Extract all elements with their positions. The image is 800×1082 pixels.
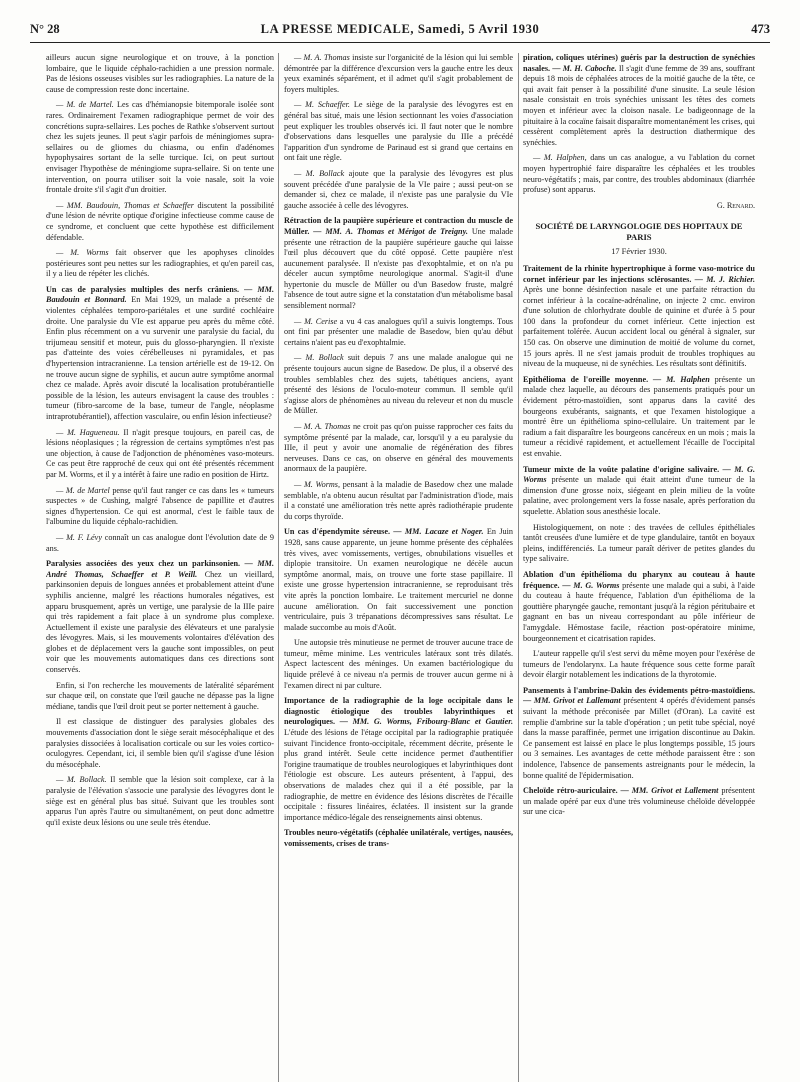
paragraph-text: a vu 4 cas analogues qu'il a suivis longtemps. Tous ont fini par présenter une maladie de Basedow, bien qu'au début certains n'aient pas eu d'exophtalmie. bbox=[284, 316, 513, 347]
speaker: — M. Bollack bbox=[294, 168, 345, 178]
paragraph bbox=[284, 353, 513, 417]
communication bbox=[284, 527, 513, 633]
communication bbox=[284, 828, 513, 849]
speaker: — M. Hagueneau. bbox=[56, 427, 120, 437]
communication bbox=[523, 570, 755, 644]
speaker: — M. F. Lévy bbox=[56, 532, 102, 542]
communication-authors: — MM. Lacaze et Noger. bbox=[390, 527, 484, 537]
society-heading: SOCIÉTÉ DE LARYNGOLOGIE DES HOPITAUX DE PARIS bbox=[535, 221, 743, 243]
communication-authors: — M. G. Worms bbox=[523, 464, 755, 485]
text-column-3 bbox=[523, 53, 755, 1081]
column-divider bbox=[278, 53, 279, 1082]
speaker: — M. Cerise bbox=[294, 316, 338, 326]
running-head bbox=[30, 22, 770, 40]
communication-title: Importance de la radiographie de la loge occipitale dans le diagnostic étiologique des troubles labyrinthiques et neurologiques. bbox=[284, 696, 513, 727]
communication-authors: — MM. G. Worms, Fribourg-Blanc et Gautier. bbox=[335, 717, 513, 727]
paragraph-text: discutent la possibilité d'une lésion de névrite optique d'origine infectieuse comme cause de ce syndrome, et concluent que cette hypothèse est difficilement défendable. bbox=[46, 200, 274, 242]
communication-authors: — MM. Baudouin et Bonnard. bbox=[46, 284, 274, 305]
journal-title: LA PRESSE MEDICALE, Samedi, 5 Avril 1930 bbox=[260, 22, 540, 36]
communication-authors: — MM. A. Thomas et Mérigot de Treigny. bbox=[309, 226, 468, 236]
paragraph-text: ajoute que la paralysie des lévogyres est plus souvent précédée d'une paralysie de la VIe paire ; aussi peut-on se demander si, chez ce malade, il n'existe pas une paralysie du VIe gauche associée à celle des lévogyres. bbox=[284, 168, 513, 210]
signature: G. Renard. bbox=[716, 200, 755, 210]
paragraph: Histologiquement, on note : des travées de cellules épithéliales tantôt creusées d'une lumière et de type glandulaire, tantôt en boyaux pleins, indifférenciés. La tumeur paraît dériver de petites glandes du type salivaire. bbox=[523, 522, 755, 564]
communication-title: Paralysies associées des yeux chez un parkinsonien. bbox=[46, 559, 241, 569]
paragraph bbox=[46, 533, 274, 554]
paragraph bbox=[46, 201, 274, 243]
communication-authors: — MM. Grivot et Lallemant bbox=[523, 696, 621, 706]
paragraph-text: fait observer que les apophyses clinoïdes postérieures sont peu nettes sur les radiographies, et qu'en pareil cas, il y a lieu de répéter les clichés. bbox=[46, 248, 274, 279]
paragraph bbox=[523, 153, 755, 195]
paragraph-text: Une malade présente une rétraction de la paupière supérieure gauche qui laisse l'œil plus découvert que du côté opposé. Cette paupière n'est aucunement paralysée. Il n'existe pas d'exophtalmie, et on n'a pu déceler aucun symptôme neurologique anormal. S'agit-il d'une hypertonie du muscle de Müller ou d'un Basedow fruste, malgré l'absence de tout autre signe et la constatation d'un métabolisme basal sensiblement normal? bbox=[284, 226, 513, 311]
paragraph bbox=[284, 100, 513, 164]
page-number: 473 bbox=[751, 22, 770, 36]
communication-title: Tumeur mixte de la voûte palatine d'origine salivaire. bbox=[523, 464, 720, 474]
speaker: — M. de Martel. bbox=[56, 100, 114, 110]
paragraph-text: Le siège de la paralysie des lévogyres est en général bas situé, mais une lésion sectionnant les voies d'association peut expliquer les troubles observés ici. Il faut noter que le nombre d'observations dans lesquelles une paralysie du IIIe a précédé l'apparition d'un syndrome de Parinaud est si grand que certains en ont fait une règle. bbox=[284, 100, 513, 163]
paragraph-text: Les cas d'hémianopsie bitemporale isolée sont rares. Ordinairement l'examen radiographique permet de voir des concrétions supra-sellaires. Les poches de Rathke s'observent surtout chez les sujets jeunes. Il peut s'agir parfois de méningiomes supra-sellaires ou de gliomes du chiasma, ou enfin d'adénomes hypophysaires sortant de la selle turcique. Ici, on peut surtout envisager l'hypothèse de méningiome supra-sellaire. Si on tente une intervention, on pourra utiliser soit la voie nasale, soit la voie frontale droite s'il s'agit d'un droitier. bbox=[46, 100, 274, 195]
paragraph-text: dans un cas analogue, a vu l'ablation du cornet moyen hypertrophié faire disparaître les céphalées et les troubles neuro-végétatifs ; mais, par contre, des troubles abdominaux (diarrhée profuse) sont apparus. bbox=[523, 153, 755, 195]
paragraph-text: présentent 4 opérés d'évidement pansés suivant la méthode préconisée par Millet (d'Oran). La cavité est remplie d'ambrine sur la table d'opération ; un petit tube spécial, noyé dans la masse paraffinée, permet une irrigation discontinue au Dakin. Ce pansement est laissé en place le plus longtemps possible, 15 jours ou 3 semaines. Les avantages de cette méthode paraissent être : son indolence, l'absence de pansements astreignants pour le médecin, la bonne qualité de l'épidermisation. bbox=[523, 696, 755, 780]
speaker: — M. Worms, bbox=[294, 479, 341, 489]
communication-title: Ablation d'un épithélioma du pharynx au couteau à haute fréquence. bbox=[523, 569, 755, 590]
paragraph bbox=[284, 169, 513, 211]
paragraph-text: insiste sur l'organicité de la lésion qui lui semble démontrée par la différence d'excursion vers la gauche entre les deux yeux examinés séparément, et il admet qu'il s'agit probablement de foyers multiples. bbox=[284, 53, 513, 94]
session-date: 17 Février 1930. bbox=[611, 247, 667, 257]
paragraph: Enfin, si l'on recherche les mouvements de latéralité séparément sur chaque œil, on constate que l'œil gauche ne dépasse pas la ligne médiane, tandis que l'œil droit peut se porter nettement à gauche. bbox=[46, 680, 274, 711]
paragraph-text: présente un malade qui était atteint d'une tumeur de la dimension d'une grosse noix, siégeant en plein milieu de la voûte palatine, avec prolongement vers la fosse nasale, après perforation du squelette. Ablation sous anesthésie locale. bbox=[523, 475, 755, 516]
paragraph bbox=[284, 317, 513, 349]
paragraph-text: suit depuis 7 ans une malade analogue qui ne présente toujours aucun signe de Basedow. De plus, il a observé des troubles semblables chez des sujets, tabétiques anciens, ayant présenté des lésions de l'oculo-moteur commun. Il semble qu'il s'agisse alors de phénomènes au niveau du releveur et non du muscle de Müller. bbox=[284, 353, 513, 416]
paragraph-text: présente une malade qui a subi, à l'aide du couteau à haute fréquence, l'ablation d'un épithélioma de la gouttière pharyngée gauche, remontant jusqu'à la région péritubaire et gagnant en bas un niveau correspondant au pôle inférieur de l'amygdale. Hémostase facile, réaction post-opératoire minime, bourgeonnement et cicatrisation rapides. bbox=[523, 580, 755, 643]
issue-number: N° 28 bbox=[30, 22, 60, 36]
communication-title: Traitement de la rhinite hypertrophique à forme vaso-motrice du cornet inférieur par les injections sclérosantes. bbox=[523, 263, 755, 284]
paragraph-text: connaît un cas analogue dont l'évolution date de 9 ans. bbox=[46, 532, 274, 553]
paragraph-text: Après une bonne désinfection nasale et une parfaite rétraction du cornet inférieur à la cocaïne-adrénaline, on injecte 2 cmc. environ d'une solution de chlorhydrate double de quinine et d'urée à 5 pour 100 dans la profondeur du cornet inférieur. Cette injection est parfaitement tolérée. Aucun accident local ou général à signaler, sur 150 cas. On observe une diminution de moitié de volume du cornet, 15 jours après. Il ne s'est jamais produit de troubles trophiques au niveau de la muqueuse, ni de synéchies. Les résultats sont définitifs. bbox=[523, 285, 755, 369]
speaker: — M. Bollack. bbox=[56, 775, 107, 785]
paragraph: L'auteur rappelle qu'il s'est servi du même moyen pour l'exérèse de tumeurs de l'endolarynx. La haute fréquence sous cette forme paraît devoir élargir notablement les indications de la thyrotomie. bbox=[523, 649, 755, 680]
paragraph-text: Chez un vieillard, parkinsonien depuis de longues années et probablement atteint d'une syphilis ancienne, malgré les réactions humorales négatives, est apparu brusquement, après un vertige, une paralysie de la IIIe paire qui très rapidement a fait place à un syndrome plus complexe. Actuellement il existe une paralysie des élévateurs et une paralysie des lévogyres. Mais, si les mouvements volontaires d'élévation des globes et de déplacement vers la gauche sont impossibles, on peut voir que les mouvements automatiques dans ces directions sont conservés. bbox=[46, 569, 274, 675]
speaker: — M. A. Thomas bbox=[294, 422, 351, 431]
speaker: — M. A. Thomas bbox=[294, 53, 350, 62]
paragraph: ailleurs aucun signe neurologique et on trouve, à la ponction lombaire, que le liquide céphalo-rachidien a une pression normale. Pas de lésions osseuses visibles sur les radiographies. La nature de la cause de compression reste donc incertaine. bbox=[46, 53, 274, 94]
communication bbox=[523, 686, 755, 781]
paragraph bbox=[284, 480, 513, 522]
paragraph bbox=[46, 775, 274, 828]
paragraph-text: présentent un malade opéré par eux d'une très volumineuse chéloïde développée sur une cica- bbox=[523, 786, 755, 817]
communication bbox=[46, 559, 274, 676]
speaker: — M. de Martel bbox=[56, 485, 110, 495]
speaker: — MM. Baudouin, Thomas et Schaeffer bbox=[56, 200, 194, 210]
communication-authors: — M. J. Richier. bbox=[691, 274, 755, 284]
communication-title: Un cas de paralysies multiples des nerfs crâniens. bbox=[46, 284, 240, 294]
communication-title: Epithélioma de l'oreille moyenne. bbox=[523, 374, 649, 384]
communication-authors: — MM. Grivot et Lallement bbox=[617, 786, 719, 796]
communication-title: Un cas d'épendymite séreuse. bbox=[284, 527, 391, 537]
column-divider bbox=[518, 53, 519, 1082]
communication-title: piration, coliques utérines) guéris par la destruction de synéchies nasales. bbox=[523, 53, 755, 73]
communication bbox=[284, 696, 513, 823]
paragraph bbox=[46, 486, 274, 528]
speaker: — M. Halphen, bbox=[533, 153, 587, 163]
communication bbox=[523, 375, 755, 460]
paragraph-text: pense qu'il faut ranger ce cas dans les « tumeurs suspectes » de Cushing, malgré l'absence de papillite et d'autres signes d'hypertension. Ce qui est anormal, c'est le faible taux de l'albumine du liquide céphalo-rachidien. bbox=[46, 485, 274, 527]
paragraph-text: Il n'agit presque toujours, en pareil cas, de lésions néoplasiques ; la régression de certains symptômes n'est pas une objection, à cause de l'adjonction de phénomènes vaso-moteurs. Ce cas peut être rapproché de ceux qui ont été présentés récemment par M. Worms, et il y a intérêt à faire une radio en position de Hirtz. bbox=[46, 427, 274, 479]
paragraph-text: L'étude des lésions de l'étage occipital par la radiographie pratiquée suivant l'incidence fronto-occipitale, récemment décrite, présente le plus grand intérêt. Seule cette incidence permet d'authentifier l'origine traumatique de troubles neurologiques et labyrinthiques dont l'étiologie est obscure. Les auteurs présentent, à l'appui, des observations de malades chez qui il a été possible, par la radiographie, de mettre en évidence des lésions discrètes de l'écaille occipitale : fissures linéaires, éclatées. Il insistent sur la grande importance médico-légale des renseignements ainsi obtenus. bbox=[284, 728, 513, 822]
text-column-2 bbox=[284, 53, 513, 1081]
communication-title: Troubles neuro-végétatifs (céphalée unilatérale, vertiges, nausées, vomissements, crises de trans- bbox=[284, 828, 513, 848]
communication bbox=[523, 264, 755, 370]
communication-title: Cheloïde rétro-auriculaire. bbox=[523, 786, 618, 796]
paragraph-text: Il s'agit d'une femme de 39 ans, souffrant depuis 18 mois de céphalées atroces de la moitié gauche de la tête, ce qui avait fait penser à la possibilité d'une sinusite. La seule lésion nasale consistait en trois synéchies unissant les têtes des cornets moyen et inférieur avec la cloison nasale. Le badigeonnage de la pituitaire à la cocaïne faisait disparaître momentanément les crises, qui cessèrent complètement après la destruction diathermique des synéchies. bbox=[523, 63, 755, 147]
paragraph-text: Il semble que la lésion soit complexe, car à la paralysie de l'élévation s'associe une paralysie des lévogyres dont le siège est en général plus bas situé. Suivant que les troubles sont apparus l'un après l'autre ou simultanément, on peut donc admettre qu'il existe deux lésions ou une seule très étendue. bbox=[46, 775, 274, 827]
communication-authors: — M. H. Caboche. bbox=[550, 63, 617, 73]
paragraph bbox=[46, 100, 274, 195]
text-column-1 bbox=[46, 53, 274, 1081]
communication bbox=[284, 216, 513, 311]
header-rule bbox=[30, 42, 770, 43]
paragraph: Il est classique de distinguer des paralysies globales des mouvements d'association dont le siège serait mésocéphalique et des paralysies dissociées à localisation corticale ou sur les voies cortico-oculogyres. Cependant, ici, il semble bien qu'il s'agisse d'une lésion du mésocéphale. bbox=[46, 717, 274, 769]
paragraph bbox=[46, 428, 274, 481]
communication bbox=[523, 53, 755, 148]
communication-title: Rétraction de la paupière supérieure et contraction du muscle de Müller. bbox=[284, 216, 513, 236]
speaker: — M. Bollack bbox=[294, 353, 344, 363]
paragraph bbox=[284, 422, 513, 475]
paragraph-text: En Mai 1929, un malade a présenté de violentes céphalées temporo-pariétales et une surdité cochléaire droite. Une paralysie du VIe est apparue peu après du même côté. Enfin plus récemment on a vu survenir une paralysie du facial, du trijumeau sensitif et moteur, puis du glosso-pharyngien. Il n'existe pas d'atteinte des voies cérébelleuses ni pyramidales, et pas d'hypertension intracranienne. La tension artérielle est de 19-12. On ne trouve aucun signe de syphilis, et aucun autre symptôme anormal chez ce malade. Après avoir discuté la localisation protubérantielle possible de la lésion, les auteurs envisagent la cause des troubles : tumeur (fibro-sarcome de la base, tumeur de l'angle, néoplasme intraprotubérantiel), affection vasculaire, ou enfin lésion infectieuse? bbox=[46, 295, 274, 421]
paragraph-text: ne croit pas qu'on puisse rapprocher ces faits du symptôme présenté par la malade, car, lorsqu'il y a eu paralysie du IIIe, il peut y avoir une anomalie de régénération des fibres nerveuses. Dans ce cas, on observe en général des mouvements anormaux de la paupière. bbox=[284, 422, 513, 474]
paragraph bbox=[46, 248, 274, 280]
communication bbox=[523, 786, 755, 818]
communication-authors: — M. G. Worms bbox=[559, 580, 620, 590]
communication-authors: — MM. André Thomas, Schaeffer et P. Weill. bbox=[46, 559, 274, 579]
paragraph bbox=[284, 53, 513, 95]
paragraph-text: pensant à la maladie de Basedow chez une malade semblable, n'a obtenu aucun résultat par l'administration d'iode, mais il a constaté une amélioration très nette après radiothérapie prudente du corps thyroïde. bbox=[284, 479, 513, 521]
paragraph: Une autopsie très minutieuse ne permet de trouver aucune trace de tumeur, même minime. Les ventricules latéraux sont très dilatés. Aspect lactescent des méninges. Un examen bactériologique du liquide prélevé à ce niveau n'a permis de trouver aucun germe ni à l'examen direct ni par culture. bbox=[284, 638, 513, 690]
communication bbox=[523, 465, 755, 518]
communication-title: Pansements à l'ambrine-Dakin des évidements pétro-mastoïdiens. bbox=[523, 685, 755, 695]
paragraph-text: présente un malade chez laquelle, au décours des pansements pratiqués pour un évidement pétro-mastoïdien, sont apparus dans la cavité des bourgeons exubérants, saignants, et que l'examen histologique a montré être un épithélioma spino-cellulaire. Un traitement par le radium a fait disparaître les bourgeons cancéreux en un mois ; mais la tumeur a récidivé rapidement, et actuellement l'écaille de l'occipital est envahie. bbox=[523, 374, 755, 458]
communication-authors: — M. Halphen bbox=[648, 374, 710, 384]
speaker: — M. Worms bbox=[56, 248, 109, 258]
paragraph-text: En Juin 1928, sans cause apparente, un jeune homme présente des céphalées très vives, avec vomissements, vertiges, obnubilations visuelles et diplopie transitoire. Un examen neurologique ne décèle aucun symptôme anormal, mais, on trouve une forte stase papillaire. Il existe une grosse hypertension intracranienne, se reproduisant très vite après la ponction lombaire. Le traitement mercuriel ne donne aucune amélioration. On fait successivement une ponction ventriculaire, puis 3 trépanations décompressives sans résultat. Le malade succombe au mois d'Août. bbox=[284, 527, 513, 632]
speaker: — M. Schaeffer. bbox=[294, 100, 350, 110]
communication bbox=[46, 285, 274, 423]
